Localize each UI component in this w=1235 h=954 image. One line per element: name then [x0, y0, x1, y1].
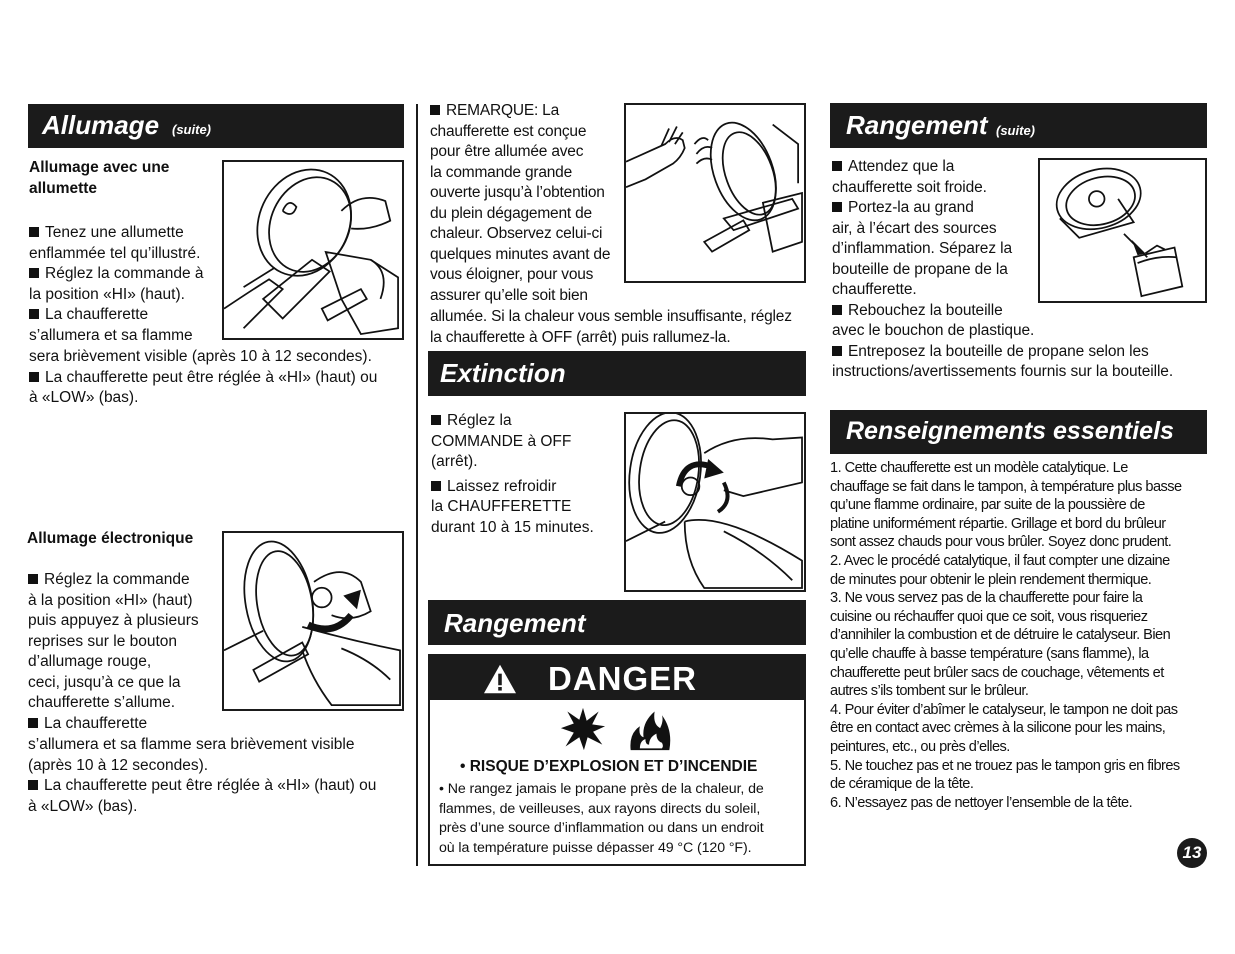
bullet-square-icon [832, 346, 842, 356]
danger-header [430, 656, 804, 700]
extinction-line: COMMANDE à OFF [431, 432, 572, 450]
rangement-line: bouteille de propane de la [832, 260, 1008, 278]
essentials-line: de céramique de la tête. [830, 776, 974, 793]
bullet-square-icon [29, 227, 39, 237]
bullet-square-icon [832, 161, 842, 171]
danger-line: flammes, de veilleuses, aux rayons directs du soleil, [439, 800, 761, 817]
essentials-line: autres s’ils tombent sur le brûleur. [830, 683, 1029, 700]
elec-line: chaufferette s’allume. [28, 694, 176, 711]
match-line: La chaufferette [29, 305, 409, 326]
bullet-square-icon [28, 718, 38, 728]
essentials-line: qu’elle chauffe à basse température (sans flamme), la [830, 645, 1149, 662]
match-line: la position «HI» (haut). [29, 285, 185, 303]
rangement-line: air, à l’écart des sources [832, 219, 997, 237]
warning-triangle-icon [480, 663, 520, 695]
essentials-line: être en contact avec crèmes à la silicone pour les mains, [830, 720, 1166, 737]
essentials-line: 1. Cette chaufferette est un modèle catalytique. Le [830, 460, 1128, 476]
rangement-line: Rebouchez la bouteille [832, 301, 1212, 322]
essentials-line: 2. Avec le procédé catalytique, il faut compter une dizaine [830, 552, 1170, 569]
remark-line: REMARQUE: La [430, 101, 815, 122]
essentials-line: sont assez chauds pour vous brûler. Soyez donc prudent. [830, 534, 1172, 551]
essentials-line: chauffage se fait dans le tampon, à température plus basse [830, 478, 1182, 495]
extinction-title: Extinction [440, 358, 566, 388]
bullet-square-icon [29, 372, 39, 382]
essentials-line: de minutes pour obtenir le plein rendement thermique. [830, 571, 1152, 588]
elec-line: La chaufferette peut être réglée à «HI» (haut) ou [28, 776, 413, 797]
match-line: enflammée tel qu’illustré. [29, 244, 201, 262]
danger-label: DANGER [548, 660, 698, 697]
rangement-title: Rangement [444, 608, 586, 638]
bullet-square-icon [28, 780, 38, 790]
electronic-instructions [28, 570, 413, 817]
extinction-line: Réglez la [431, 411, 621, 432]
essentials-line: platine uniformément répartie. Grillage et bord du brûleur [830, 515, 1166, 532]
elec-line: à «LOW» (bas). [28, 797, 138, 815]
extinction-illustration [624, 412, 806, 592]
rangement-suite-suffix: (suite) [996, 123, 1035, 138]
remark-line: chaleur. Observez celui-ci [430, 225, 603, 242]
extinction-instructions [431, 411, 621, 538]
danger-subtitle: • RISQUE D’EXPLOSION ET D’INCENDIE [460, 758, 758, 775]
match-heading [29, 157, 169, 199]
match-line: s’allumera et sa flamme [29, 326, 193, 344]
elec-line: puis appuyez à plusieurs [28, 612, 199, 629]
danger-line: où la température puisse dépasser 49 °C (120 °F). [439, 839, 752, 856]
extinction-line: Laissez refroidir [431, 477, 621, 498]
bullet-square-icon [28, 574, 38, 584]
essentials-line: 6. N’essayez pas de nettoyer l’ensemble de la tête. [830, 794, 1133, 811]
essentials-line: cuisine ou réchauffer quoi que ce soit, vous risqueriez [830, 608, 1148, 625]
remark-line: assurer qu’elle soit bien [430, 286, 588, 304]
essentials-line: 5. Ne touchez pas et ne trouez pas le tampon gris en fibres [830, 757, 1180, 774]
match-line: La chaufferette peut être réglée à «HI» (haut) ou [29, 368, 409, 389]
rangement-suite-title: Rangement [846, 110, 988, 140]
match-heading-line-1: Allumage avec une [29, 159, 170, 176]
elec-line: reprises sur le bouton [28, 632, 178, 650]
heater-off-drawing [626, 414, 804, 590]
bullet-square-icon [29, 309, 39, 319]
remark-paragraph [430, 101, 815, 348]
extinction-line: la CHAUFFERETTE [431, 498, 572, 515]
rangement-instructions [832, 157, 1212, 383]
match-line: Réglez la commande à [29, 264, 409, 285]
essentials-list [830, 459, 1210, 812]
rangement-line: Attendez que la [832, 157, 1212, 178]
essentials-title: Renseignements essentiels [846, 417, 1174, 445]
remark-line: pour être allumée avec [430, 143, 584, 160]
elec-line: d’allumage rouge, [28, 653, 152, 670]
rangement-line: Entreposez la bouteille de propane selon les [832, 342, 1212, 363]
remark-line: allumée. Si la chaleur vous semble insuffisante, réglez [430, 308, 792, 325]
essentials-line: 3. Ne vous servez pas de la chaufferette pour faire la [830, 590, 1143, 607]
essentials-line: 4. Pour éviter d’abîmer le catalyseur, le tampon ne doit pas [830, 701, 1178, 718]
match-line: sera brièvement visible (après 10 à 12 secondes). [29, 348, 372, 365]
bullet-square-icon [431, 481, 441, 491]
remark-line: vous éloigner, pour vous [430, 266, 594, 283]
electronic-heading: Allumage électronique [27, 530, 194, 547]
bullet-square-icon [832, 202, 842, 212]
extinction-banner [428, 351, 806, 396]
danger-warning-box [428, 654, 806, 866]
elec-line: s’allumera et sa flamme sera brièvement visible [28, 736, 355, 753]
essentials-line: chaufferette peut brûler sacs de couchage, vêtements et [830, 664, 1164, 681]
elec-line: La chaufferette [28, 714, 413, 735]
extinction-line: (arrêt). [431, 453, 478, 470]
allumage-banner [28, 104, 404, 148]
elec-line: ceci, jusqu’à ce que la [28, 673, 181, 691]
rangement-line: Portez-la au grand [832, 198, 1212, 219]
remark-line: chaufferette est conçue [430, 122, 587, 140]
allumage-suffix: (suite) [172, 122, 211, 137]
remark-line: la chaufferette à OFF (arrêt) puis rallumez-la. [430, 328, 731, 346]
essentials-banner [830, 410, 1207, 454]
bullet-square-icon [29, 268, 39, 278]
elec-line: à la position «HI» (haut) [28, 591, 193, 609]
rangement-line: avec le bouchon de plastique. [832, 322, 1035, 339]
bullet-square-icon [430, 105, 440, 115]
bullet-square-icon [832, 305, 842, 315]
page-number: 13 [1177, 838, 1207, 868]
rangement-line: chaufferette. [832, 281, 917, 298]
remark-line: la commande grande [430, 163, 573, 181]
match-line: à «LOW» (bas). [29, 389, 139, 406]
elec-line: Réglez la commande [28, 570, 413, 591]
danger-line: près d’une source d’inflammation ou dans un endroit [439, 820, 764, 836]
essentials-line: qu’une flamme ordinaire, par suite de la poussière de [830, 497, 1145, 514]
remark-line: ouverte jusqu’à l’obtention [430, 184, 605, 201]
match-instructions [29, 223, 409, 409]
allumage-title: Allumage [42, 110, 160, 140]
danger-line: • Ne rangez jamais le propane près de la chaleur, de [439, 781, 764, 797]
match-line: Tenez une allumette [29, 223, 409, 244]
remark-line: quelques minutes avant de [430, 245, 611, 263]
danger-text [439, 780, 804, 858]
match-heading-line-2: allumette [29, 180, 98, 197]
rangement-line: d’inflammation. Séparez la [832, 240, 1013, 257]
rangement-banner [428, 600, 806, 645]
essentials-line: d’annihiler la combustion et de détruire le catalyseur. Bien [830, 627, 1171, 644]
fire-icon [626, 706, 674, 752]
rangement-suite-banner [830, 103, 1207, 148]
rangement-line: chaufferette soit froide. [832, 178, 987, 196]
essentials-line: peintures, etc., ou près d’elles. [830, 738, 1010, 755]
column-divider [416, 104, 418, 866]
explosion-icon [560, 706, 606, 752]
elec-line: (après 10 à 12 secondes). [28, 756, 209, 774]
bullet-square-icon [431, 415, 441, 425]
remark-line: du plein dégagement de [430, 204, 592, 222]
extinction-line: durant 10 à 15 minutes. [431, 518, 594, 536]
rangement-line: instructions/avertissements fournis sur la bouteille. [832, 363, 1174, 380]
